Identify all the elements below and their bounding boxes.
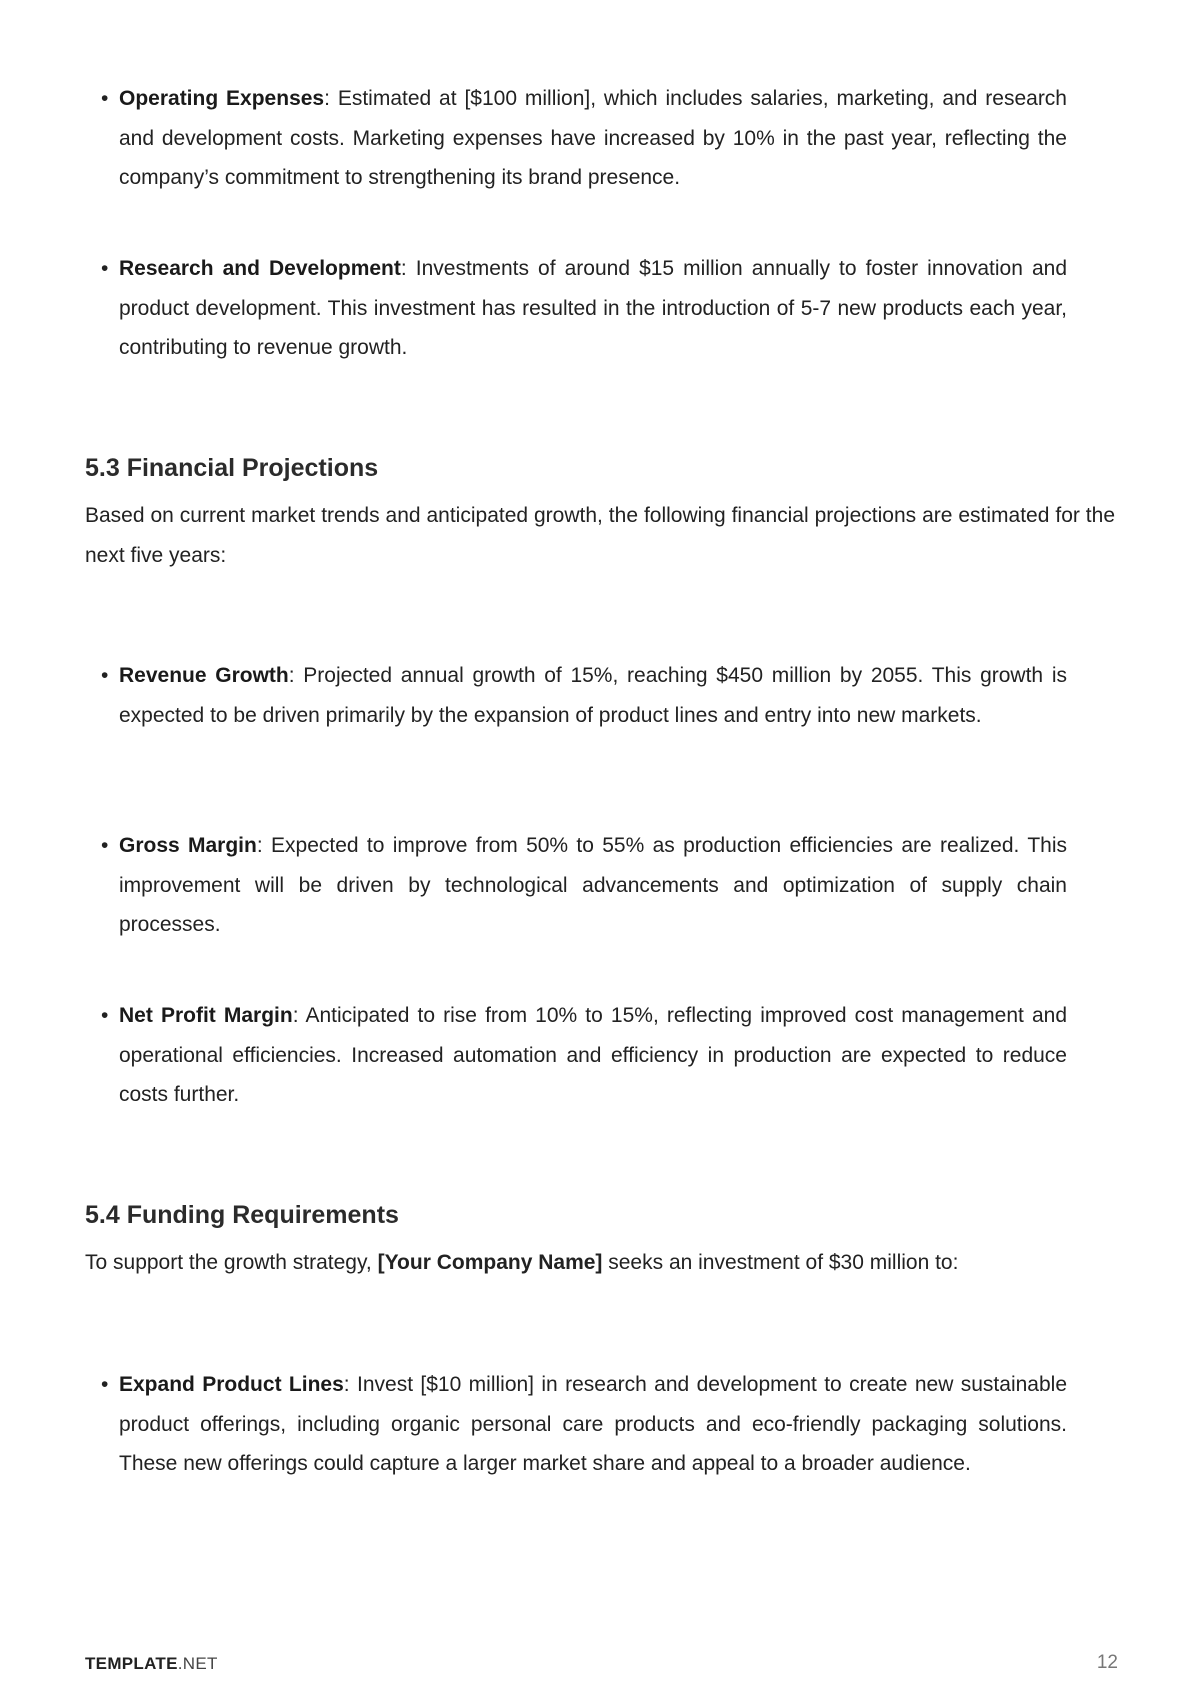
logo-strong-text: TEMPLATE <box>85 1654 178 1673</box>
bullet-text: : Estimated at [$100 million], which includes salaries, marketing, and research and development costs. Marketing expenses have increased by 10% in the past year, reflecting the company’s commitment to strengthening its brand presence. <box>119 87 1067 189</box>
bullet-term: Net Profit Margin <box>119 1004 293 1027</box>
bullet-term: Revenue Growth <box>119 664 289 687</box>
bullet-operating-expenses <box>119 79 1067 198</box>
bullet-text: : Invest [$10 million] in research and development to create new sustainable product offerings, including organic personal care products and eco-friendly packaging solutions. These new offerings could capture a larger market share and appeal to a broader audience. <box>119 1373 1067 1475</box>
financial-projections-intro: Based on current market trends and anticipated growth, the following financial projections are estimated for the next five years: <box>85 504 1115 567</box>
bullet-term: Gross Margin <box>119 834 257 857</box>
bullet-term: Expand Product Lines <box>119 1373 344 1396</box>
section-heading-funding-requirements: 5.4 Funding Requirements <box>85 1201 399 1229</box>
logo-light-text: .NET <box>177 1654 218 1673</box>
funding-requirements-intro <box>85 1243 1115 1283</box>
section-heading-financial-projections: 5.3 Financial Projections <box>85 454 379 482</box>
intro-text-after: seeks an investment of $30 million to: <box>602 1251 959 1274</box>
bullet-text: : Projected annual growth of 15%, reaching $450 million by 2055. This growth is expected to be driven primarily by the expansion of product lines and entry into new markets. <box>119 664 1067 727</box>
bullet-term: Operating Expenses <box>119 87 325 110</box>
bullet-term: Research and Development <box>119 257 401 280</box>
bullet-net-profit-margin <box>119 996 1067 1115</box>
bullet-expand-product-lines <box>119 1365 1067 1484</box>
page-number: 12 <box>1096 1652 1118 1673</box>
bullet-text: : Investments of around $15 million annually to foster innovation and product development. This investment has resulted in the introduction of 5-7 new products each year, contributing to revenue growth. <box>119 257 1068 359</box>
bullet-revenue-growth <box>119 656 1067 735</box>
intro-text-before: To support the growth strategy, <box>85 1251 378 1274</box>
bullet-text: : Expected to improve from 50% to 55% as production efficiencies are realized. This improvement will be driven by technological advancements and optimization of supply chain processes. <box>119 834 1067 936</box>
template-net-logo <box>85 1654 218 1674</box>
bullet-research-development <box>119 249 1067 368</box>
bullet-gross-margin <box>119 826 1067 945</box>
bullet-text: : Anticipated to rise from 10% to 15%, reflecting improved cost management and operational efficiencies. Increased automation and efficiency in production are expected to reduce costs further. <box>119 1004 1068 1106</box>
company-name-placeholder: [Your Company Name] <box>377 1251 603 1274</box>
